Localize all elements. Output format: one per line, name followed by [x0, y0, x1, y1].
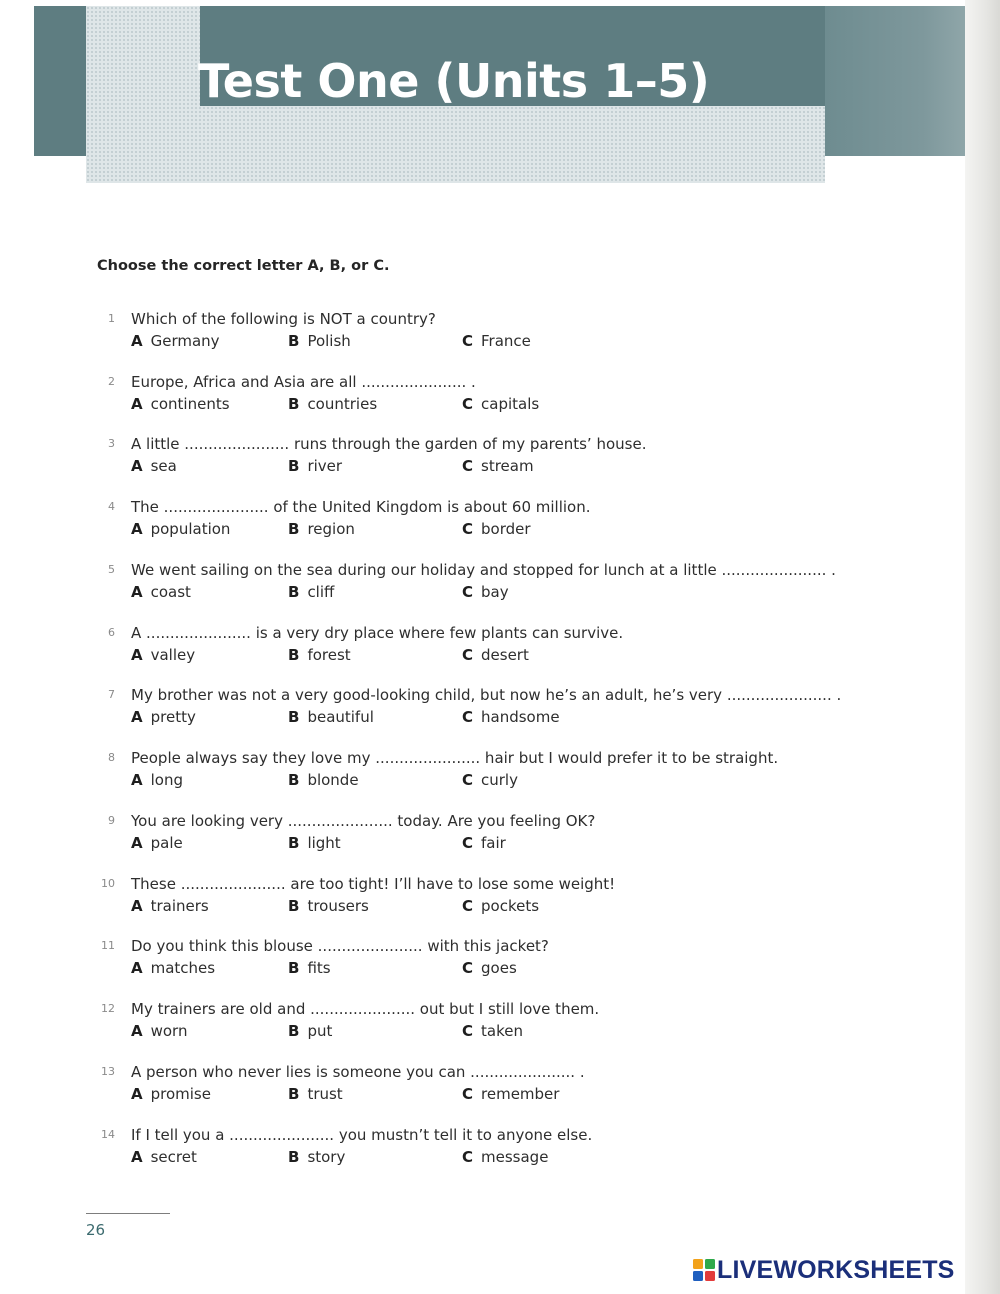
option-a[interactable]	[131, 457, 177, 475]
option-a[interactable]	[131, 708, 196, 726]
option-label: long	[150, 771, 183, 789]
option-a[interactable]	[131, 332, 220, 350]
option-label: capitals	[481, 395, 540, 413]
question-number: 8	[108, 751, 115, 764]
option-a[interactable]	[131, 1148, 197, 1166]
option-letter: B	[288, 1022, 300, 1040]
question-item	[0, 1126, 960, 1176]
question-text: My brother was not a very good-looking child, but now he’s an adult, he’s very ...................... .	[131, 686, 842, 704]
option-b[interactable]	[288, 834, 341, 852]
option-letter: C	[462, 834, 474, 852]
option-letter: C	[462, 708, 474, 726]
option-label: remember	[481, 1085, 560, 1103]
page-title: Test One (Units 1–5)	[198, 54, 710, 108]
option-a[interactable]	[131, 771, 183, 789]
option-letter: C	[462, 959, 474, 977]
option-label: goes	[481, 959, 517, 977]
option-label: pale	[150, 834, 183, 852]
option-label: Germany	[150, 332, 220, 350]
question-text: Which of the following is NOT a country?	[131, 310, 436, 328]
question-number: 10	[101, 877, 115, 890]
question-number: 13	[101, 1065, 115, 1078]
option-c[interactable]	[462, 834, 506, 852]
option-label: light	[307, 834, 341, 852]
question-text: People always say they love my ...................... hair but I would prefer it to be straight.	[131, 749, 779, 767]
option-b[interactable]	[288, 520, 355, 538]
option-label: blonde	[307, 771, 359, 789]
question-number: 2	[108, 375, 115, 388]
question-text: Do you think this blouse ...................... with this jacket?	[131, 937, 549, 955]
question-item	[0, 624, 960, 674]
option-b[interactable]	[288, 1148, 345, 1166]
option-label: promise	[150, 1085, 211, 1103]
question-text: My trainers are old and ...................... out but I still love them.	[131, 1000, 600, 1018]
option-letter: C	[462, 1148, 474, 1166]
question-text: A ...................... is a very dry place where few plants can survive.	[131, 624, 624, 642]
option-letter: A	[131, 708, 143, 726]
question-number: 9	[108, 814, 115, 827]
option-label: border	[481, 520, 531, 538]
option-label: fair	[481, 834, 506, 852]
question-number: 7	[108, 688, 115, 701]
option-c[interactable]	[462, 646, 529, 664]
question-text: The ...................... of the United Kingdom is about 60 million.	[131, 498, 591, 516]
option-letter: C	[462, 1022, 474, 1040]
option-letter: A	[131, 457, 143, 475]
option-label: pockets	[481, 897, 540, 915]
option-label: forest	[307, 646, 351, 664]
option-label: cliff	[307, 583, 335, 601]
option-label: countries	[307, 395, 378, 413]
option-b[interactable]	[288, 897, 369, 915]
option-c[interactable]	[462, 395, 539, 413]
option-c[interactable]	[462, 897, 539, 915]
option-a[interactable]	[131, 897, 209, 915]
option-b[interactable]	[288, 771, 359, 789]
option-c[interactable]	[462, 1022, 523, 1040]
option-label: story	[307, 1148, 346, 1166]
option-b[interactable]	[288, 332, 351, 350]
option-label: coast	[150, 583, 191, 601]
question-text: These ...................... are too tight! I’ll have to lose some weight!	[131, 875, 616, 893]
question-item	[0, 1063, 960, 1113]
option-b[interactable]	[288, 708, 374, 726]
option-label: put	[307, 1022, 333, 1040]
option-letter: A	[131, 897, 143, 915]
option-letter: B	[288, 959, 300, 977]
option-label: region	[307, 520, 355, 538]
option-letter: B	[288, 1148, 300, 1166]
option-label: trainers	[150, 897, 209, 915]
option-letter: B	[288, 457, 300, 475]
question-item	[0, 310, 960, 360]
option-letter: B	[288, 332, 300, 350]
option-a[interactable]	[131, 583, 191, 601]
footer-rule	[86, 1213, 170, 1214]
option-letter: B	[288, 834, 300, 852]
question-item	[0, 435, 960, 485]
option-a[interactable]	[131, 834, 183, 852]
option-label: Polish	[307, 332, 351, 350]
option-letter: A	[131, 1148, 143, 1166]
option-letter: B	[288, 520, 300, 538]
option-letter: C	[462, 395, 474, 413]
option-letter: C	[462, 332, 474, 350]
liveworksheets-logo-text: LIVEWORKSHEETS	[717, 1256, 955, 1284]
question-text: We went sailing on the sea during our holiday and stopped for lunch at a little ...................... .	[131, 561, 836, 579]
option-label: taken	[481, 1022, 523, 1040]
option-b[interactable]	[288, 1022, 332, 1040]
option-label: curly	[481, 771, 518, 789]
option-letter: C	[462, 520, 474, 538]
option-label: bay	[481, 583, 509, 601]
option-b[interactable]	[288, 395, 377, 413]
option-a[interactable]	[131, 959, 215, 977]
option-label: sea	[150, 457, 177, 475]
option-letter: C	[462, 897, 474, 915]
question-item	[0, 561, 960, 611]
option-c[interactable]	[462, 959, 517, 977]
option-letter: C	[462, 646, 474, 664]
question-item	[0, 875, 960, 925]
option-label: desert	[481, 646, 529, 664]
option-letter: B	[288, 583, 300, 601]
question-text: You are looking very ...................... today. Are you feeling OK?	[131, 812, 596, 830]
page-number: 26	[86, 1221, 106, 1239]
option-letter: A	[131, 583, 143, 601]
option-letter: A	[131, 646, 143, 664]
option-label: fits	[307, 959, 331, 977]
option-letter: C	[462, 583, 474, 601]
question-number: 11	[101, 939, 115, 952]
option-c[interactable]	[462, 332, 531, 350]
option-label: valley	[150, 646, 196, 664]
question-item	[0, 937, 960, 987]
question-number: 4	[108, 500, 115, 513]
instruction-text: Choose the correct letter A, B, or C.	[97, 258, 390, 274]
option-label: stream	[481, 457, 534, 475]
banner-right-block	[825, 6, 965, 156]
option-a[interactable]	[131, 520, 230, 538]
option-letter: C	[462, 457, 474, 475]
question-number: 12	[101, 1002, 115, 1015]
question-item	[0, 498, 960, 548]
option-b[interactable]	[288, 959, 331, 977]
question-text: If I tell you a ...................... you mustn’t tell it to anyone else.	[131, 1126, 593, 1144]
option-b[interactable]	[288, 1085, 343, 1103]
option-label: trousers	[307, 897, 369, 915]
option-c[interactable]	[462, 1085, 559, 1103]
question-text: A person who never lies is someone you can ...................... .	[131, 1063, 585, 1081]
option-letter: A	[131, 1022, 143, 1040]
option-label: population	[150, 520, 231, 538]
option-label: beautiful	[307, 708, 374, 726]
option-letter: A	[131, 332, 143, 350]
question-item	[0, 686, 960, 736]
option-a[interactable]	[131, 1085, 211, 1103]
option-label: matches	[150, 959, 216, 977]
option-label: secret	[150, 1148, 197, 1166]
option-letter: C	[462, 1085, 474, 1103]
option-c[interactable]	[462, 708, 560, 726]
option-label: worn	[150, 1022, 188, 1040]
question-item	[0, 1000, 960, 1050]
question-text: A little ...................... runs through the garden of my parents’ house.	[131, 435, 647, 453]
option-label: France	[481, 332, 531, 350]
option-letter: B	[288, 395, 300, 413]
option-letter: A	[131, 771, 143, 789]
option-letter: C	[462, 771, 474, 789]
option-b[interactable]	[288, 646, 351, 664]
option-a[interactable]	[131, 646, 195, 664]
option-label: handsome	[481, 708, 560, 726]
option-letter: B	[288, 1085, 300, 1103]
option-label: pretty	[150, 708, 196, 726]
question-number: 14	[101, 1128, 115, 1141]
question-item	[0, 373, 960, 423]
option-letter: B	[288, 646, 300, 664]
question-text: Europe, Africa and Asia are all ...................... .	[131, 373, 476, 391]
question-number: 5	[108, 563, 115, 576]
option-c[interactable]	[462, 520, 531, 538]
option-letter: A	[131, 1085, 143, 1103]
option-letter: B	[288, 897, 300, 915]
option-letter: A	[131, 959, 143, 977]
option-letter: B	[288, 708, 300, 726]
option-label: message	[481, 1148, 549, 1166]
option-letter: A	[131, 520, 143, 538]
option-c[interactable]	[462, 457, 534, 475]
option-label: river	[307, 457, 343, 475]
option-a[interactable]	[131, 1022, 187, 1040]
option-letter: B	[288, 771, 300, 789]
option-c[interactable]	[462, 771, 518, 789]
question-item	[0, 812, 960, 862]
question-number: 3	[108, 437, 115, 450]
option-a[interactable]	[131, 395, 230, 413]
option-label: trust	[307, 1085, 343, 1103]
option-letter: A	[131, 834, 143, 852]
option-c[interactable]	[462, 1148, 548, 1166]
liveworksheets-logo-icon	[693, 1259, 715, 1281]
page-edge-shadow	[965, 0, 1000, 1294]
option-b[interactable]	[288, 457, 342, 475]
question-item	[0, 749, 960, 799]
banner-left-block	[34, 6, 86, 156]
question-number: 1	[108, 312, 115, 325]
option-label: continents	[150, 395, 230, 413]
option-letter: A	[131, 395, 143, 413]
question-number: 6	[108, 626, 115, 639]
option-b[interactable]	[288, 583, 334, 601]
option-c[interactable]	[462, 583, 509, 601]
